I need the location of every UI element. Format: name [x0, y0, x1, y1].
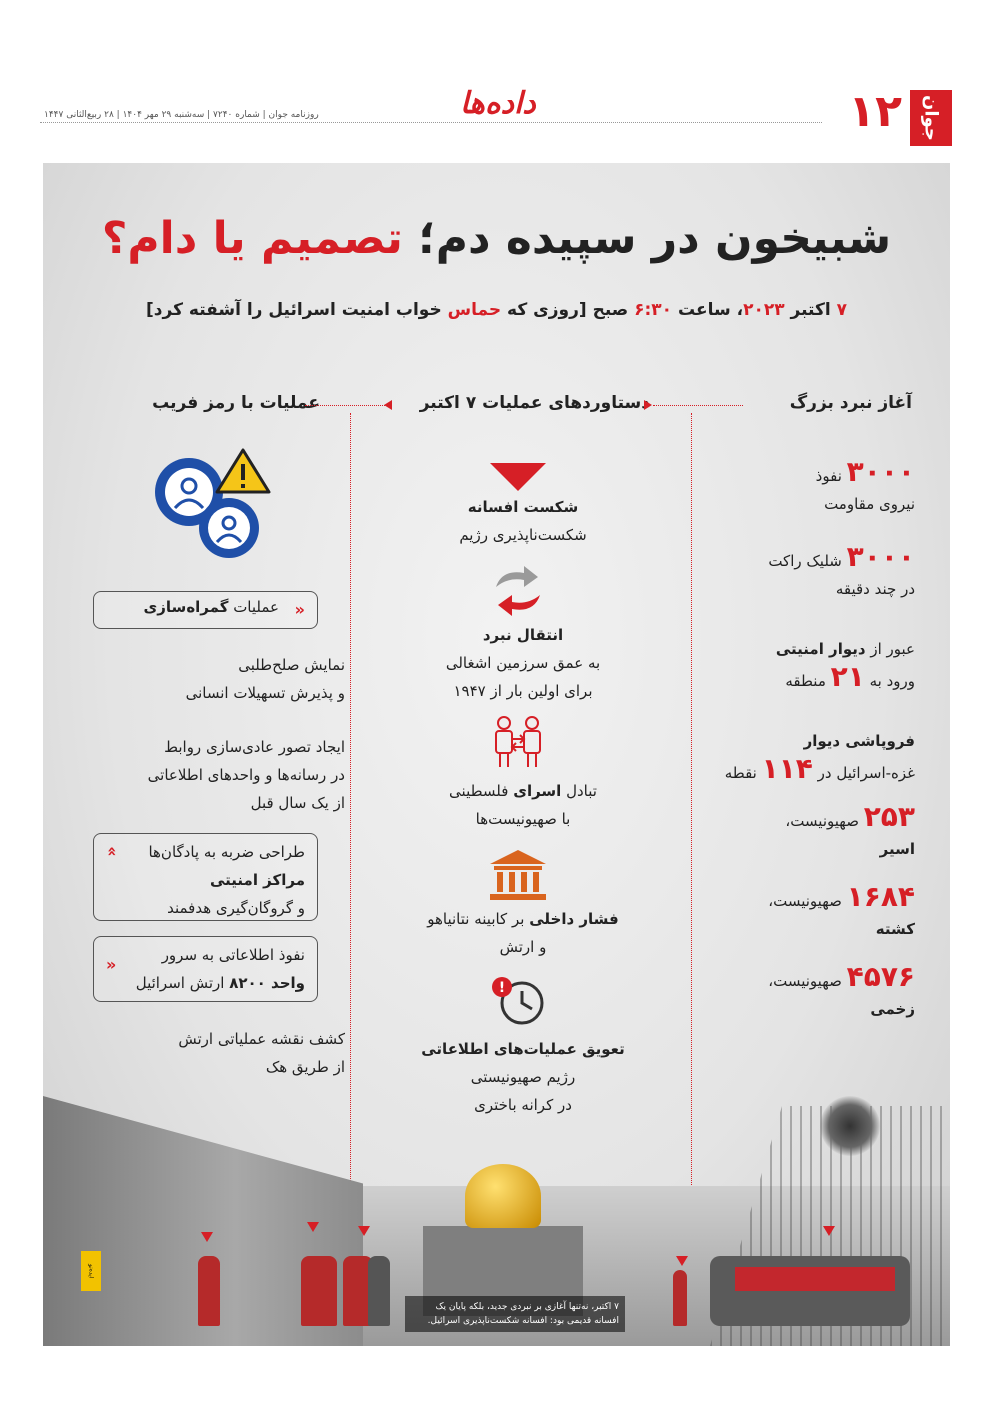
stat-killed [685, 880, 915, 943]
box-bold: واحد ۸۲۰۰ [229, 974, 305, 992]
red-marker-icon [358, 1226, 370, 1236]
achievement-delay [373, 1035, 673, 1119]
newspaper-logo[interactable]: جوان [910, 90, 952, 146]
delayed-clock-icon [483, 971, 553, 1031]
soldier-figure [673, 1270, 687, 1326]
tank-highlight [735, 1267, 895, 1291]
box-pre: عملیات [228, 598, 279, 616]
stat-bold: دیوار امنیتی [775, 640, 866, 658]
stat-value: ۳۰۰۰ [846, 455, 915, 488]
achievement-title: شکست افسانه [467, 498, 579, 516]
stat-bold: زخمی [870, 1000, 915, 1018]
subtitle-year: ۲۰۲۳ [743, 300, 785, 320]
header-divider [40, 122, 822, 123]
section-title: داده‌ها [460, 86, 536, 121]
item-line: و پذیرش تسهیلات انسانی [185, 684, 345, 702]
stat-infiltration [685, 455, 915, 518]
achievement-line: با صهیونیست‌ها [475, 810, 571, 828]
achievement-transfer [373, 621, 673, 705]
heading-left: عملیات با رمز فریب [152, 393, 320, 413]
stat-post: منطقه [785, 672, 831, 690]
soldier-figure [301, 1256, 337, 1326]
double-chevron-down-icon: « [101, 846, 121, 857]
stat-value: ۱۱۴ [761, 752, 813, 785]
subtitle [43, 300, 950, 320]
item-line: از طریق هک [265, 1058, 345, 1076]
deception-item-normalization [115, 733, 345, 817]
gears-people-warning-icon [143, 448, 273, 568]
red-marker-icon [307, 1222, 319, 1232]
svg-text:!: ! [498, 980, 506, 996]
box-line: و گروگان‌گیری هدفمند [167, 899, 305, 917]
deception-item-peace [115, 651, 345, 707]
achievement-line: و ارتش [499, 938, 547, 956]
achievement-line: برای اولین بار از ۱۹۴۷ [453, 682, 593, 700]
stat-pre: غزه-اسرائیل در [812, 764, 915, 782]
red-marker-icon [823, 1226, 835, 1236]
prisoner-exchange-icon [483, 711, 553, 771]
deception-box-cyber [93, 936, 318, 1002]
achievement-title: انتقال نبرد [482, 626, 564, 644]
transfer-arrows-icon [483, 561, 553, 621]
achievement-post: بر کابینه نتانیاهو [427, 910, 530, 928]
stat-bold: اسیر [879, 840, 915, 858]
stat-detail: در چند دقیقه [835, 580, 915, 598]
stat-wall-collapse [685, 727, 915, 787]
smoke-photo [820, 1096, 880, 1156]
deception-box-strike-plan [93, 833, 318, 921]
title-part1: شبیخون در سپیده دم؛ [402, 213, 892, 264]
arrow-marker-icon [644, 400, 652, 410]
stat-pre: ورود به [864, 672, 915, 690]
item-line: کشف نقشه عملیاتی ارتش [178, 1030, 345, 1048]
item-line: از یک سال قبل [250, 794, 345, 812]
stat-label: صهیونیست، [768, 892, 847, 910]
achievement-title: اسرای [513, 782, 562, 800]
deception-item-hack [115, 1025, 345, 1081]
stat-bold: فروپاشی دیوار [803, 732, 915, 750]
red-marker-icon [676, 1256, 688, 1266]
stat-wall-crossing [685, 635, 915, 695]
infographic-poster [43, 163, 950, 1346]
photo-caption: ۷ اکتبر، نه‌تنها آغازی بر نبردی جدید، بلکه پایان یک افسانه قدیمی بود: افسانه شکست‌ناپذیری اسرائیل. [405, 1296, 625, 1332]
heading-divider-left [305, 405, 385, 406]
subtitle-day: ۷ [836, 300, 847, 320]
page-number: ۱۲ [848, 86, 902, 137]
achievement-pre: تبادل [561, 782, 597, 800]
heading-right: آغاز نبرد بزرگ [789, 393, 912, 413]
heading-divider-right [653, 405, 743, 406]
stat-post: نقطه [724, 764, 762, 782]
stat-captives [685, 800, 915, 863]
achievement-title: تعویق عملیات‌های اطلاعاتی [421, 1040, 625, 1058]
title-part2: تصمیم یا دام؟ [101, 213, 403, 264]
achievement-line: شکست‌ناپذیری رژیم [459, 526, 587, 544]
red-marker-icon [201, 1232, 213, 1242]
subtitle-t2: ، ساعت [672, 300, 744, 320]
page-header [40, 86, 952, 146]
stat-pre: عبور از [865, 640, 915, 658]
double-chevron-icon: « [294, 600, 305, 619]
stat-value: ۲۱ [830, 660, 865, 693]
item-line: ایجاد تصور عادی‌سازی روابط [164, 738, 345, 756]
column-divider-left [350, 413, 351, 1233]
subtitle-t4: خواب امنیت اسرائیل را آشفته کرد] [146, 300, 448, 320]
stat-detail: نیروی مقاومت [824, 495, 915, 513]
achievement-title: فشار داخلی [529, 910, 619, 928]
stat-value: ۳۰۰۰ [846, 540, 915, 573]
achievement-line: در کرانه باختری [474, 1096, 572, 1114]
box-bold: مراکز امنیتی [209, 871, 305, 889]
achievement-line: به عمق سرزمین اشغالی [445, 654, 601, 672]
subtitle-hamas: حماس [447, 300, 502, 320]
achievement-line: رژیم صهیونیستی [470, 1068, 576, 1086]
soldier-figure [198, 1256, 220, 1326]
box-bold: گمراه‌سازی [143, 598, 229, 616]
box-line: نفوذ اطلاعاتی به سرور [161, 946, 305, 964]
soldier-figure [368, 1256, 390, 1326]
stat-wounded [685, 960, 915, 1023]
stat-value: ۱۶۸۴ [846, 880, 915, 913]
subtitle-t3: صبح [روزی که [501, 300, 635, 320]
double-chevron-icon: « [106, 955, 117, 974]
dome-of-rock-dome [465, 1164, 541, 1228]
item-line: نمایش صلح‌طلبی [238, 656, 345, 674]
stat-label: شلیک راکت [768, 552, 847, 570]
stat-rockets [685, 540, 915, 603]
achievement-myth [373, 493, 673, 549]
stat-label: نفوذ [815, 467, 847, 485]
deception-box-misdirection [93, 591, 318, 629]
issue-info: روزنامه جوان | شماره ۷۲۴۰ | سه‌شنبه ۲۹ مهر ۱۴۰۴ | ۲۸ ربیع‌الثانی ۱۴۴۷ [40, 110, 319, 120]
box-post: ارتش اسرائیل [135, 974, 230, 992]
stat-label: صهیونیست، [785, 812, 864, 830]
subtitle-t1: اکتبر [784, 300, 837, 320]
heading-middle: دستاوردهای عملیات ۷ اکتبر [419, 393, 650, 413]
achievement-post: فلسطینی [449, 782, 514, 800]
achievement-pressure [373, 905, 673, 961]
achievement-prisoners [373, 777, 673, 833]
stat-value: ۲۵۳ [863, 800, 915, 833]
main-title [43, 213, 950, 264]
publisher-stamp: ایده‌نو [81, 1251, 101, 1291]
subtitle-time: ۶:۳۰ [634, 300, 673, 320]
government-building-icon [483, 845, 553, 905]
stat-bold: کشته [875, 920, 915, 938]
arrow-marker-icon [384, 400, 392, 410]
box-line: طراحی ضربه به پادگان‌ها [148, 843, 305, 861]
stat-label: صهیونیست، [768, 972, 847, 990]
stat-value: ۴۵۷۶ [846, 960, 915, 993]
item-line: در رسانه‌ها و واحدهای اطلاعاتی [147, 766, 345, 784]
